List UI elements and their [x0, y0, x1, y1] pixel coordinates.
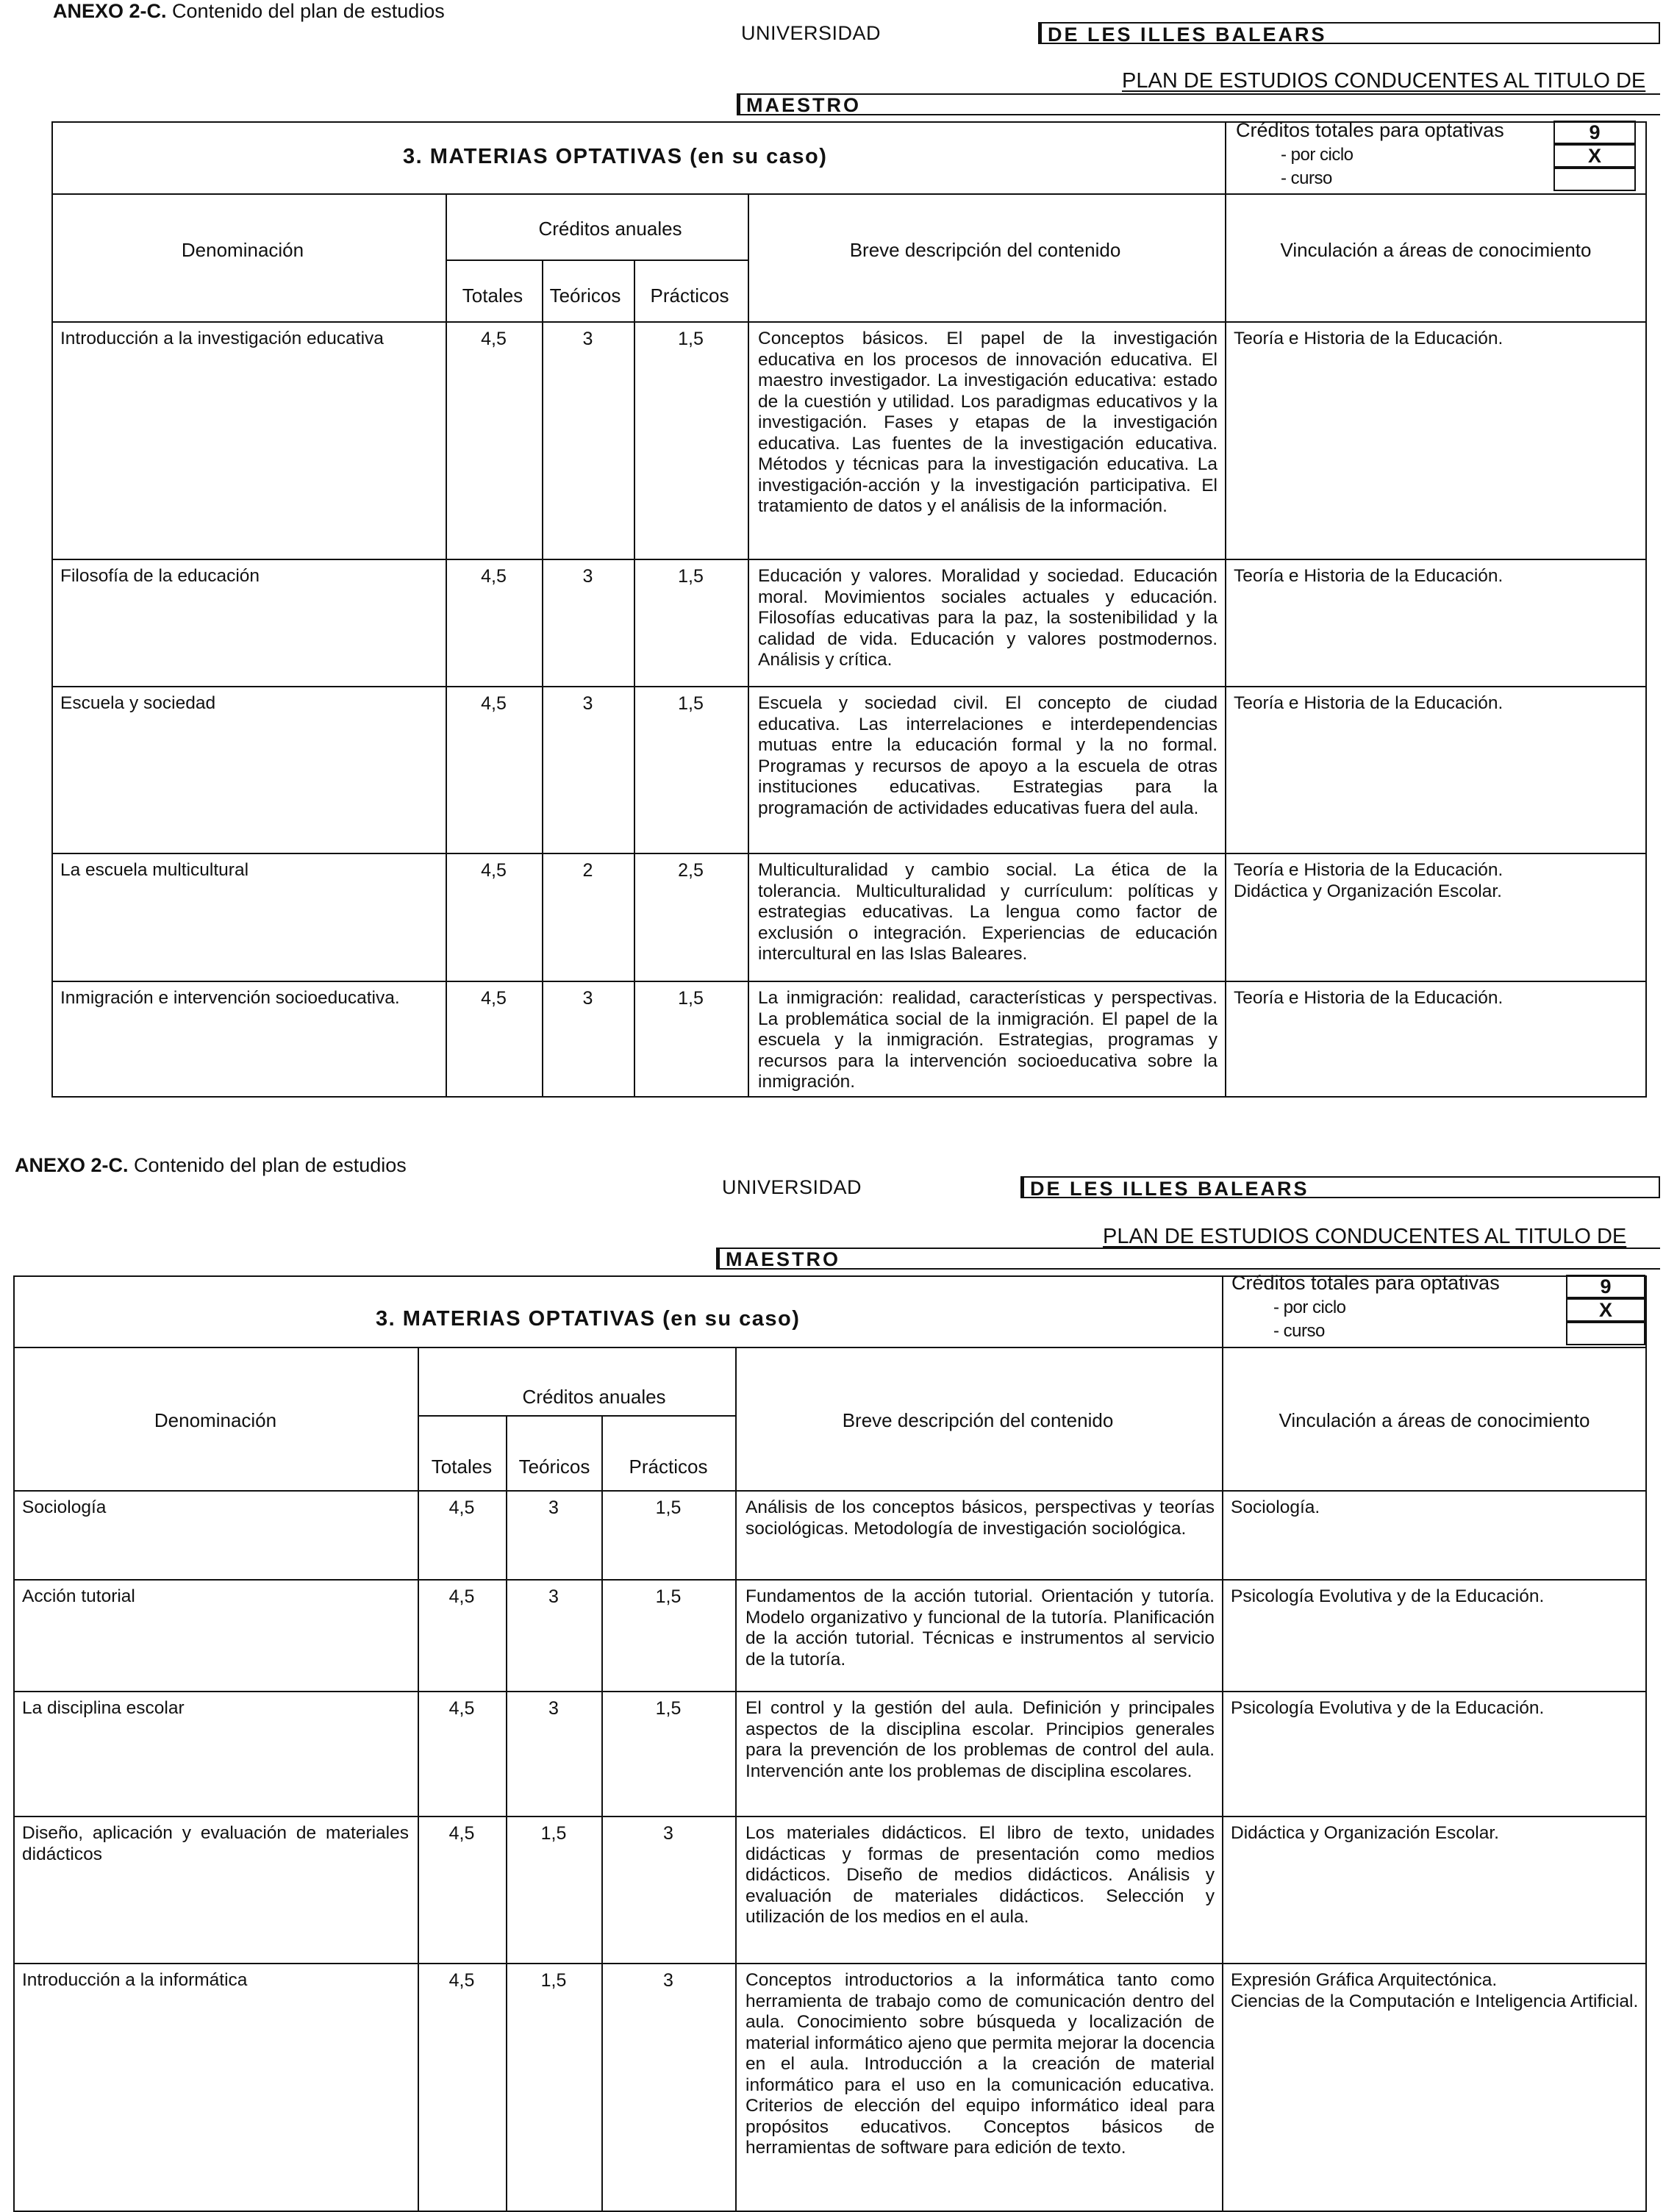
- row-vinculacion: Psicología Evolutiva y de la Educación.: [1231, 1698, 1545, 1718]
- row-teoricos: 1,5: [540, 1970, 567, 1991]
- curso-label: - curso: [1281, 168, 1332, 188]
- row-practicos: 1,5: [678, 693, 704, 714]
- header-totales: Totales: [462, 284, 523, 307]
- row-practicos: 1,5: [678, 988, 704, 1009]
- row-teoricos: 2: [582, 860, 593, 881]
- titulo-box: MAESTRO: [716, 1248, 1660, 1270]
- column-divider: [1222, 1347, 1223, 2211]
- anexo-description: Contenido del plan de estudios: [166, 0, 445, 22]
- header-denominacion: Denominación: [154, 1409, 277, 1431]
- header-creditos-anuales: Créditos anuales: [538, 218, 682, 240]
- universidad-label: UNIVERSIDAD: [722, 1176, 862, 1198]
- row-descripcion: Análisis de los conceptos básicos, perspectivas y teorías sociológicas. Metodología de investigación sociológica.: [745, 1497, 1215, 1539]
- creditos-divider: [418, 1415, 735, 1417]
- titulo-box: MAESTRO: [737, 93, 1660, 115]
- row-practicos: 1,5: [655, 1698, 682, 1719]
- row-descripcion: La inmigración: realidad, características y perspectivas. La problemática social de la inmigración. El papel de la escuela y la inmigración. Estrategias, programas y recursos para la intervención socioeducativa sobre la inmigración.: [758, 988, 1217, 1092]
- row-descripcion: Conceptos introductorios a la informática tanto como herramienta de trabajo como de comunicación dentro del aula. Conocimiento sobre búsqueda y localización de material informático ajeno que permita mejorar la docencia en el aula. Introducción a la creación de material informático para el uso en la comunicación educativa. Criterios de elección del equipo informático ideal para propósitos educativos. Conceptos básicos de herramientas de software para edición de texto.: [745, 1970, 1215, 2158]
- row-practicos: 2,5: [678, 860, 704, 881]
- row-totales: 4,5: [481, 566, 507, 587]
- row-practicos: 1,5: [678, 566, 704, 587]
- row-totales: 4,5: [481, 988, 507, 1009]
- row-vinculacion: Psicología Evolutiva y de la Educación.: [1231, 1586, 1545, 1606]
- universidad-name-box: DE LES ILLES BALEARS: [1020, 1176, 1660, 1198]
- row-vinculacion: Teoría e Historia de la Educación.: [1234, 988, 1503, 1008]
- column-divider: [506, 1415, 507, 2211]
- row-practicos: 3: [663, 1970, 673, 1991]
- row-totales: 4,5: [448, 1497, 475, 1518]
- title-column-divider: [1222, 1275, 1223, 1347]
- row-totales: 4,5: [448, 1823, 475, 1844]
- header-practicos: Prácticos: [629, 1456, 708, 1478]
- row-teoricos: 3: [582, 566, 593, 587]
- row-teoricos: 3: [548, 1586, 559, 1607]
- row-totales: 4,5: [448, 1698, 475, 1719]
- header-teoricos: Teóricos: [549, 284, 621, 307]
- plan-estudios-label: PLAN DE ESTUDIOS CONDUCENTES AL TITULO DE: [1122, 69, 1646, 93]
- row-vinculacion: Sociología.: [1231, 1497, 1320, 1517]
- por-ciclo-label: - por ciclo: [1281, 145, 1354, 165]
- header-totales: Totales: [431, 1456, 493, 1478]
- header-vinculacion: Vinculación a áreas de conocimiento: [1280, 239, 1592, 261]
- section-title: 3. MATERIAS OPTATIVAS (en su caso): [376, 1307, 801, 1331]
- universidad-label: UNIVERSIDAD: [741, 22, 882, 44]
- row-denominacion: Filosofía de la educación: [60, 566, 260, 586]
- row-totales: 4,5: [481, 329, 507, 349]
- header-vinculacion: Vinculación a áreas de conocimiento: [1279, 1409, 1590, 1431]
- row-denominacion: Introducción a la investigación educativa: [60, 329, 384, 348]
- row-descripcion: El control y la gestión del aula. Definición y principales aspectos de la disciplina escolar. Principios generales para la prevención de los problemas de control del aula. Intervención ante los problemas de disciplina escolares.: [745, 1698, 1215, 1781]
- row-vinculacion: Teoría e Historia de la Educación.: [1234, 693, 1503, 713]
- section-title: 3. MATERIAS OPTATIVAS (en su caso): [403, 145, 828, 168]
- row-vinculacion: Teoría e Historia de la Educación.: [1234, 329, 1503, 348]
- row-vinculacion: Expresión Gráfica Arquitectónica. Ciencias de la Computación e Inteligencia Artificial.: [1231, 1970, 1639, 2011]
- header-creditos-anuales: Créditos anuales: [522, 1386, 666, 1408]
- universidad-name-box: DE LES ILLES BALEARS: [1038, 22, 1660, 44]
- column-divider: [735, 1347, 737, 2211]
- row-vinculacion: Teoría e Historia de la Educación.: [1234, 566, 1503, 586]
- anexo-heading: [15, 1154, 407, 1177]
- row-descripcion: Los materiales didácticos. El libro de texto, unidades didácticas y formas de presentación como medios didácticos. Diseño de medios didácticos. Análisis y evaluación de materiales didácticos. Selección y utilización de los medios en el aula.: [745, 1823, 1215, 1927]
- row-teoricos: 3: [548, 1497, 559, 1518]
- row-descripcion: Fundamentos de la acción tutorial. Orientación y tutoría. Modelo organizativo y funcional de la tutoría. Planificación de la acción tutorial. Técnicas e instrumentos al servicio de la tutoría.: [745, 1586, 1215, 1669]
- row-descripcion: Conceptos básicos. El papel de la investigación educativa en los procesos de innovación educativa. El maestro investigador. La investigación educativa: estado de la cuestión y utilidad. Los paradigmas educativos y la investigación. Fases y etapas de la investigación educativa. Las fuentes de la investigación educativa. Métodos y técnicas para la investigación educativa. La investigación-acción y la investigación participativa. El tratamiento de datos y el análisis de la información.: [758, 329, 1217, 516]
- row-teoricos: 3: [582, 329, 593, 349]
- header-teoricos: Teóricos: [518, 1456, 590, 1478]
- row-totales: 4,5: [481, 693, 507, 714]
- header-descripcion: Breve descripción del contenido: [849, 239, 1121, 261]
- row-totales: 4,5: [481, 860, 507, 881]
- row-vinculacion: Teoría e Historia de la Educación. Didáctica y Organización Escolar.: [1234, 860, 1503, 901]
- curso-label: - curso: [1273, 1321, 1325, 1341]
- row-practicos: 1,5: [655, 1497, 682, 1518]
- row-teoricos: 3: [548, 1698, 559, 1719]
- plan-estudios-label: PLAN DE ESTUDIOS CONDUCENTES AL TITULO DE: [1103, 1225, 1627, 1248]
- row-denominacion: Inmigración e intervención socioeducativa.: [60, 988, 400, 1008]
- row-totales: 4,5: [448, 1586, 475, 1607]
- row-divider: [13, 1579, 1647, 1581]
- row-totales: 4,5: [448, 1970, 475, 1991]
- creditos-totales-label: Créditos totales para optativas: [1231, 1272, 1500, 1294]
- creditos-totales-label: Créditos totales para optativas: [1236, 119, 1504, 141]
- header-practicos: Prácticos: [650, 284, 729, 307]
- row-descripcion: Educación y valores. Moralidad y sociedad. Educación moral. Movimientos sociales actuales y educación. Filosofías educativas para la paz, la sostenibilidad y la calidad de vida. Educación y valores postmodernos. Análisis y crítica.: [758, 566, 1217, 670]
- row-divider: [13, 1816, 1647, 1817]
- header-descripcion: Breve descripción del contenido: [842, 1409, 1114, 1431]
- creditos-totales-value: 9: [1566, 1275, 1645, 1298]
- header-divider: [13, 1490, 1647, 1492]
- row-teoricos: 3: [582, 693, 593, 714]
- row-practicos: 1,5: [678, 329, 704, 349]
- row-denominacion: La escuela multicultural: [60, 860, 249, 880]
- row-descripcion: Multiculturalidad y cambio social. La ética de la tolerancia. Multiculturalidad y currículum: políticas y estrategias educativas. La lengua como factor de exclusión o integración. Experiencias de educación intercultural en las Islas Baleares.: [758, 860, 1217, 964]
- anexo-number: ANEXO 2-C.: [53, 0, 167, 22]
- row-denominacion: La disciplina escolar: [22, 1698, 185, 1718]
- por-ciclo-value: X: [1553, 144, 1636, 168]
- column-divider: [601, 1415, 603, 2211]
- por-ciclo-label: - por ciclo: [1273, 1298, 1346, 1317]
- row-practicos: 1,5: [655, 1586, 682, 1607]
- creditos-totales-value: 9: [1553, 121, 1636, 144]
- header-denominacion: Denominación: [181, 239, 304, 261]
- row-denominacion: Introducción a la informática: [22, 1970, 248, 1990]
- curso-value: [1566, 1322, 1645, 1345]
- por-ciclo-value: X: [1566, 1298, 1645, 1322]
- row-practicos: 3: [663, 1823, 673, 1844]
- row-denominacion: Escuela y sociedad: [60, 693, 216, 713]
- row-divider: [13, 1963, 1647, 1964]
- row-descripcion: Escuela y sociedad civil. El concepto de ciudad educativa. Las interrelaciones e interdependencias mutuas entre la educación formal y la no formal. Programas y recursos de apoyo a la escuela de otras instituciones educativas. Estrategias para la programación de actividades educativas fuera del aula.: [758, 693, 1217, 818]
- anexo-description: Contenido del plan de estudios: [128, 1154, 407, 1176]
- anexo-number: ANEXO 2-C.: [15, 1154, 129, 1176]
- title-divider: [13, 1347, 1647, 1348]
- row-teoricos: 3: [582, 988, 593, 1009]
- row-denominacion: Acción tutorial: [22, 1586, 135, 1606]
- row-denominacion: Sociología: [22, 1497, 107, 1517]
- row-teoricos: 1,5: [540, 1823, 567, 1844]
- row-vinculacion: Didáctica y Organización Escolar.: [1231, 1823, 1499, 1843]
- row-divider: [13, 1691, 1647, 1692]
- row-denominacion: Diseño, aplicación y evaluación de materiales didácticos: [22, 1823, 409, 1864]
